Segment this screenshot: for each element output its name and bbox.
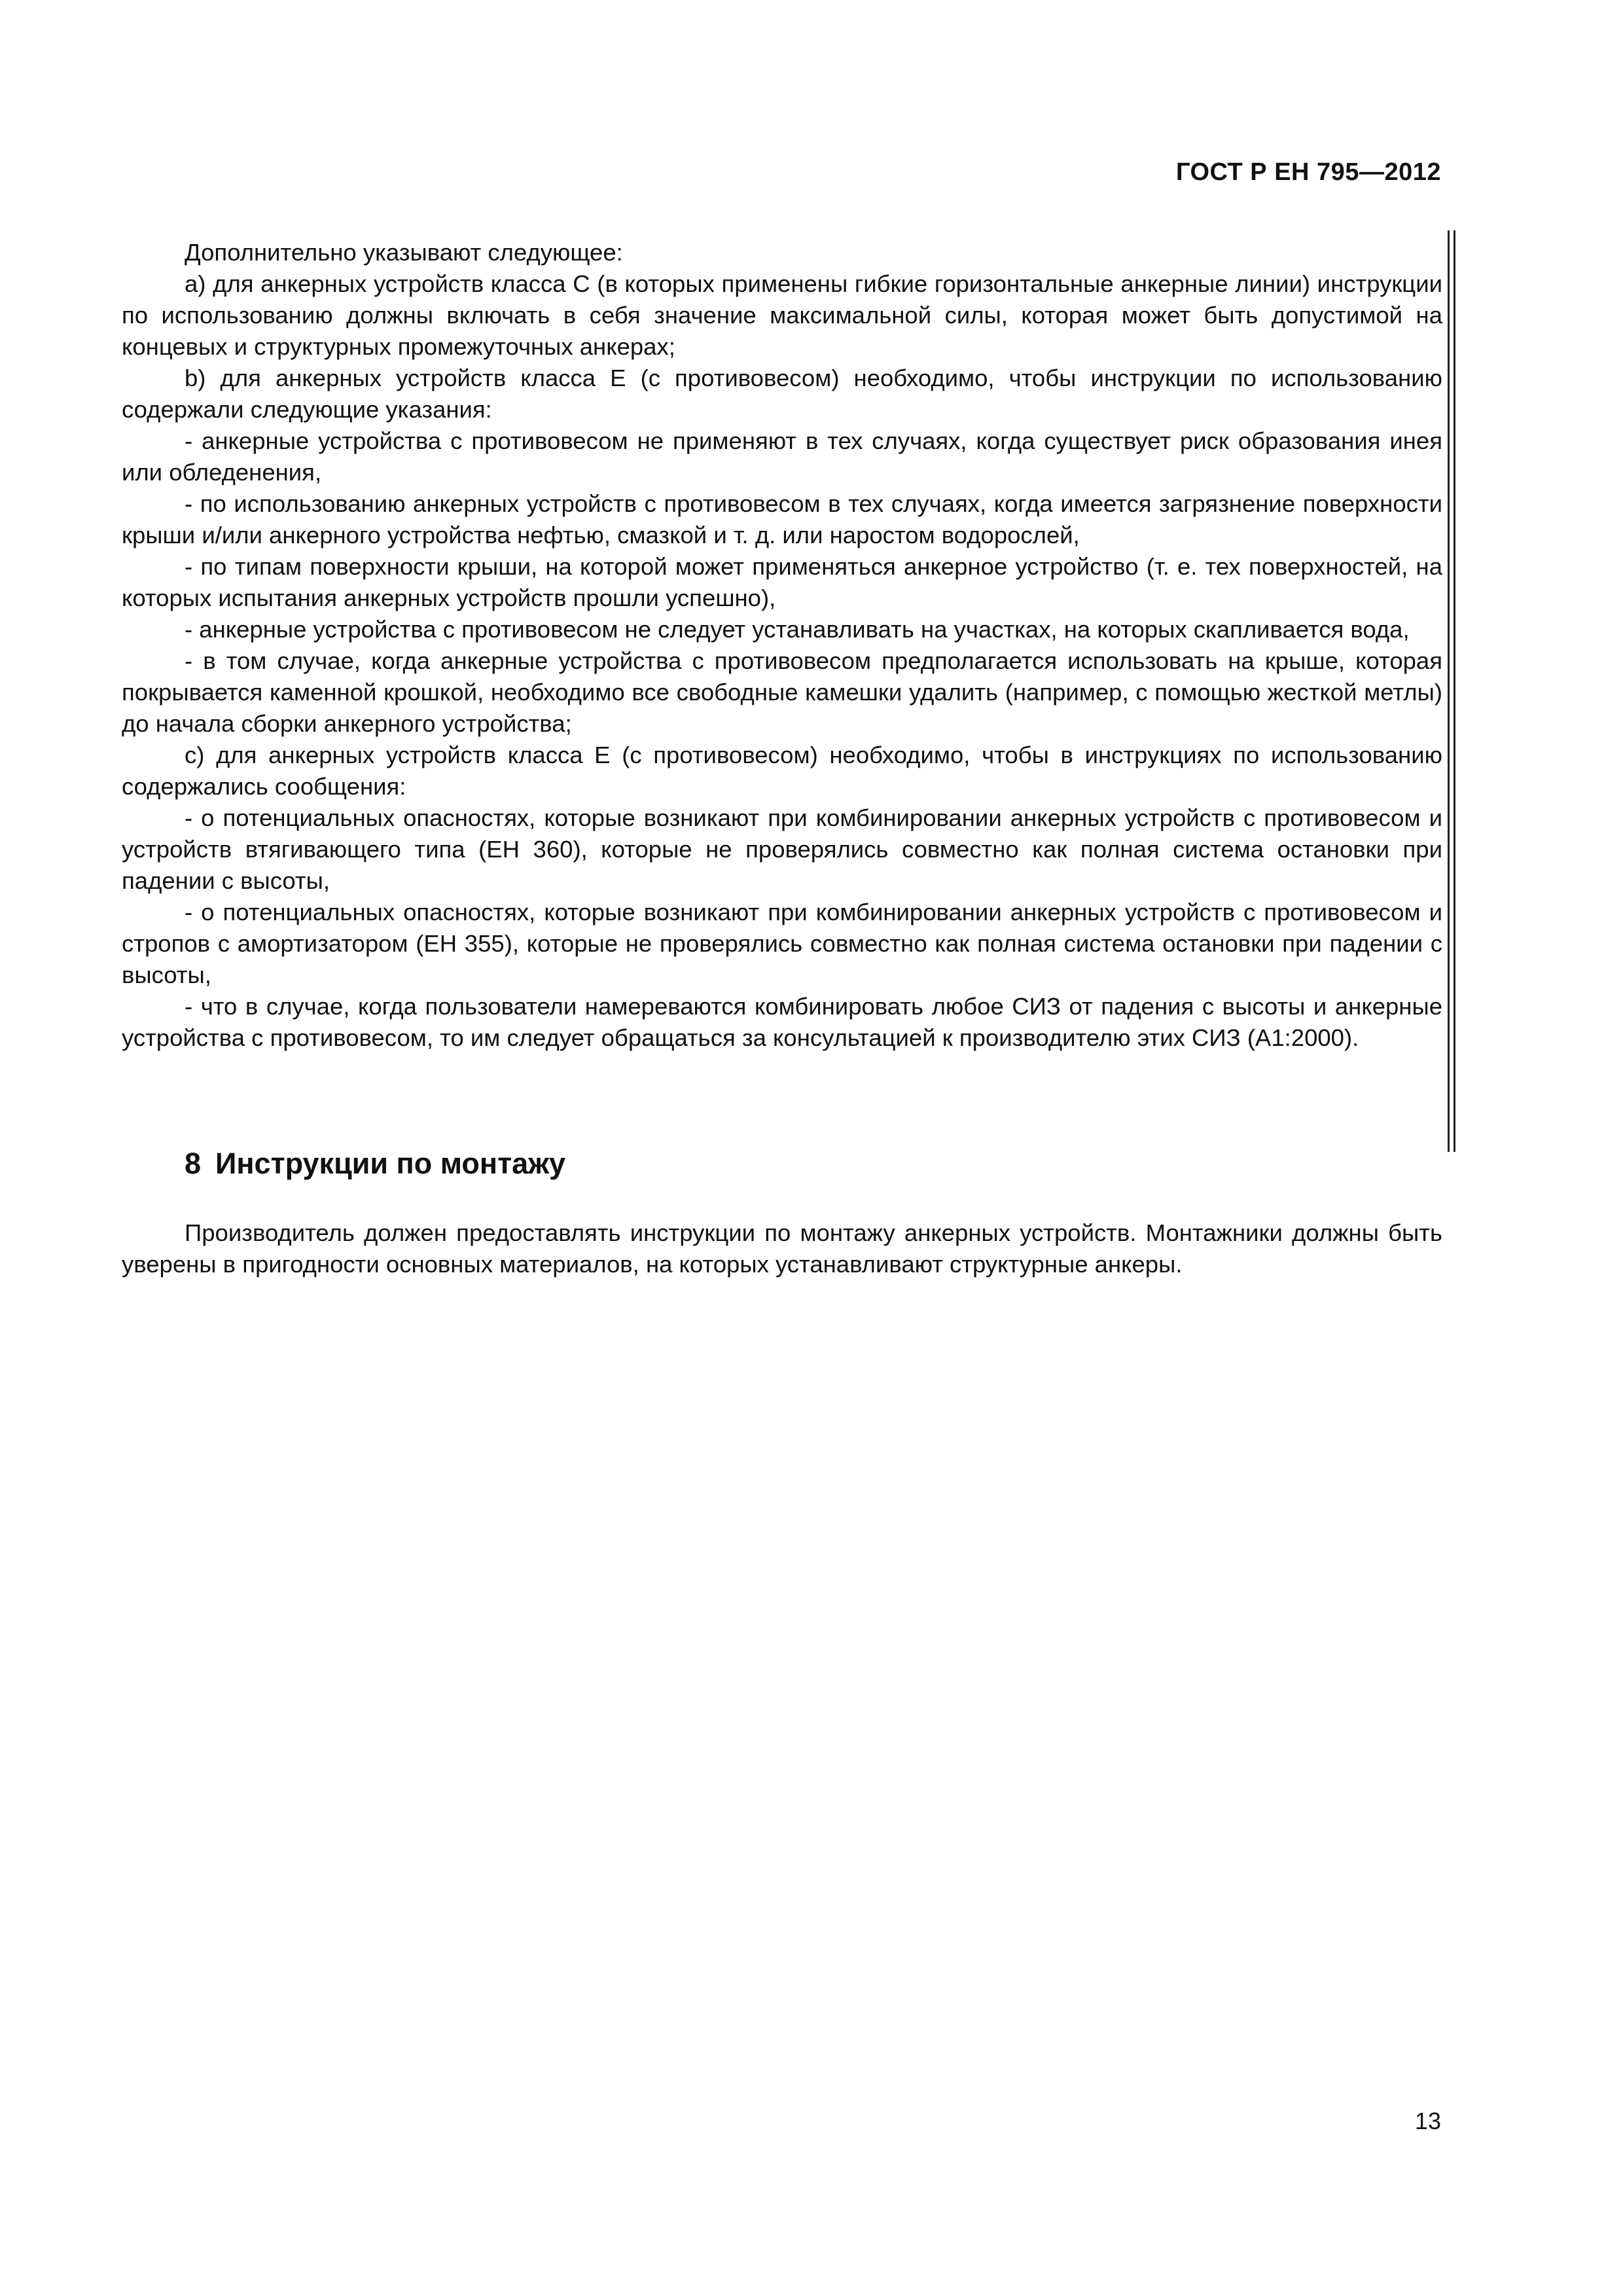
paragraph: a) для анкерных устройств класса C (в которых применены гибкие горизонтальные анкерные линии) инструкции по использованию должны включать в себя значение максимальной силы, которая может быть допустимой на концевых и структурных промежуточных анкерах; xyxy=(122,270,1442,360)
section-8-heading xyxy=(185,1147,565,1181)
page-number: 13 xyxy=(1414,2108,1441,2134)
paragraph: c) для анкерных устройств класса E (с противовесом) необходимо, чтобы в инструкциях по использованию содержались сообщения: xyxy=(122,742,1442,800)
paragraph: - о потенциальных опасностях, которые возникают при комбинировании анкерных устройств с противовесом и стропов с амортизатором (ЕН 355), которые не проверялись совместно как полная система остановки при падении с высоты, xyxy=(122,899,1442,988)
section-number: 8 xyxy=(185,1147,202,1180)
paragraph: - по типам поверхности крыши, на которой может применяться анкерное устройство (т. е. тех поверхностей, на которых испытания анкерных устройств прошли успешно), xyxy=(122,553,1442,611)
paragraph: - о потенциальных опасностях, которые возникают при комбинировании анкерных устройств с противовесом и устройств втягивающего типа (ЕН 360), которые не проверялись совместно как полная система остановки при падении с высоты, xyxy=(122,804,1442,894)
section-7-text xyxy=(122,237,1442,1054)
paragraph: - анкерные устройства с противовесом не применяют в тех случаях, когда существует риск образования инея или обледенения, xyxy=(122,427,1442,486)
paragraph: Дополнительно указывают следующее: xyxy=(185,239,623,266)
document-number: ГОСТ Р ЕН 795—2012 xyxy=(1175,158,1441,186)
section-8-text xyxy=(122,1217,1442,1280)
change-bars xyxy=(1448,230,1457,1152)
paragraph: Производитель должен предоставлять инструкции по монтажу анкерных устройств. Монтажники должны быть уверены в пригодности основных материалов, на которых устанавливают структурные анкеры. xyxy=(122,1219,1442,1278)
paragraph: - анкерные устройства с противовесом не следует устанавливать на участках, на которых скапливается вода, xyxy=(185,616,1410,643)
section-title: Инструкции по монтажу xyxy=(215,1147,566,1180)
paragraph: b) для анкерных устройств класса E (с противовесом) необходимо, чтобы инструкции по использованию содержали следующие указания: xyxy=(122,365,1442,423)
paragraph: - в том случае, когда анкерные устройства с противовесом предполагается использовать на крыше, которая покрывается каменной крошкой, необходимо все свободные камешки удалить (например, с помощью жесткой метлы) до начала сборки анкерного устройства; xyxy=(122,647,1442,737)
paragraph: - по использованию анкерных устройств с противовесом в тех случаях, когда имеется загрязнение поверхности крыши и/или анкерного устройства нефтью, смазкой и т. д. или наростом водорослей, xyxy=(122,490,1442,548)
paragraph: - что в случае, когда пользователи намереваются комбинировать любое СИЗ от падения с высоты и анкерные устройства с противовесом, то им следует обращаться за консультацией к производителю этих СИЗ (A1:2000). xyxy=(122,993,1442,1051)
